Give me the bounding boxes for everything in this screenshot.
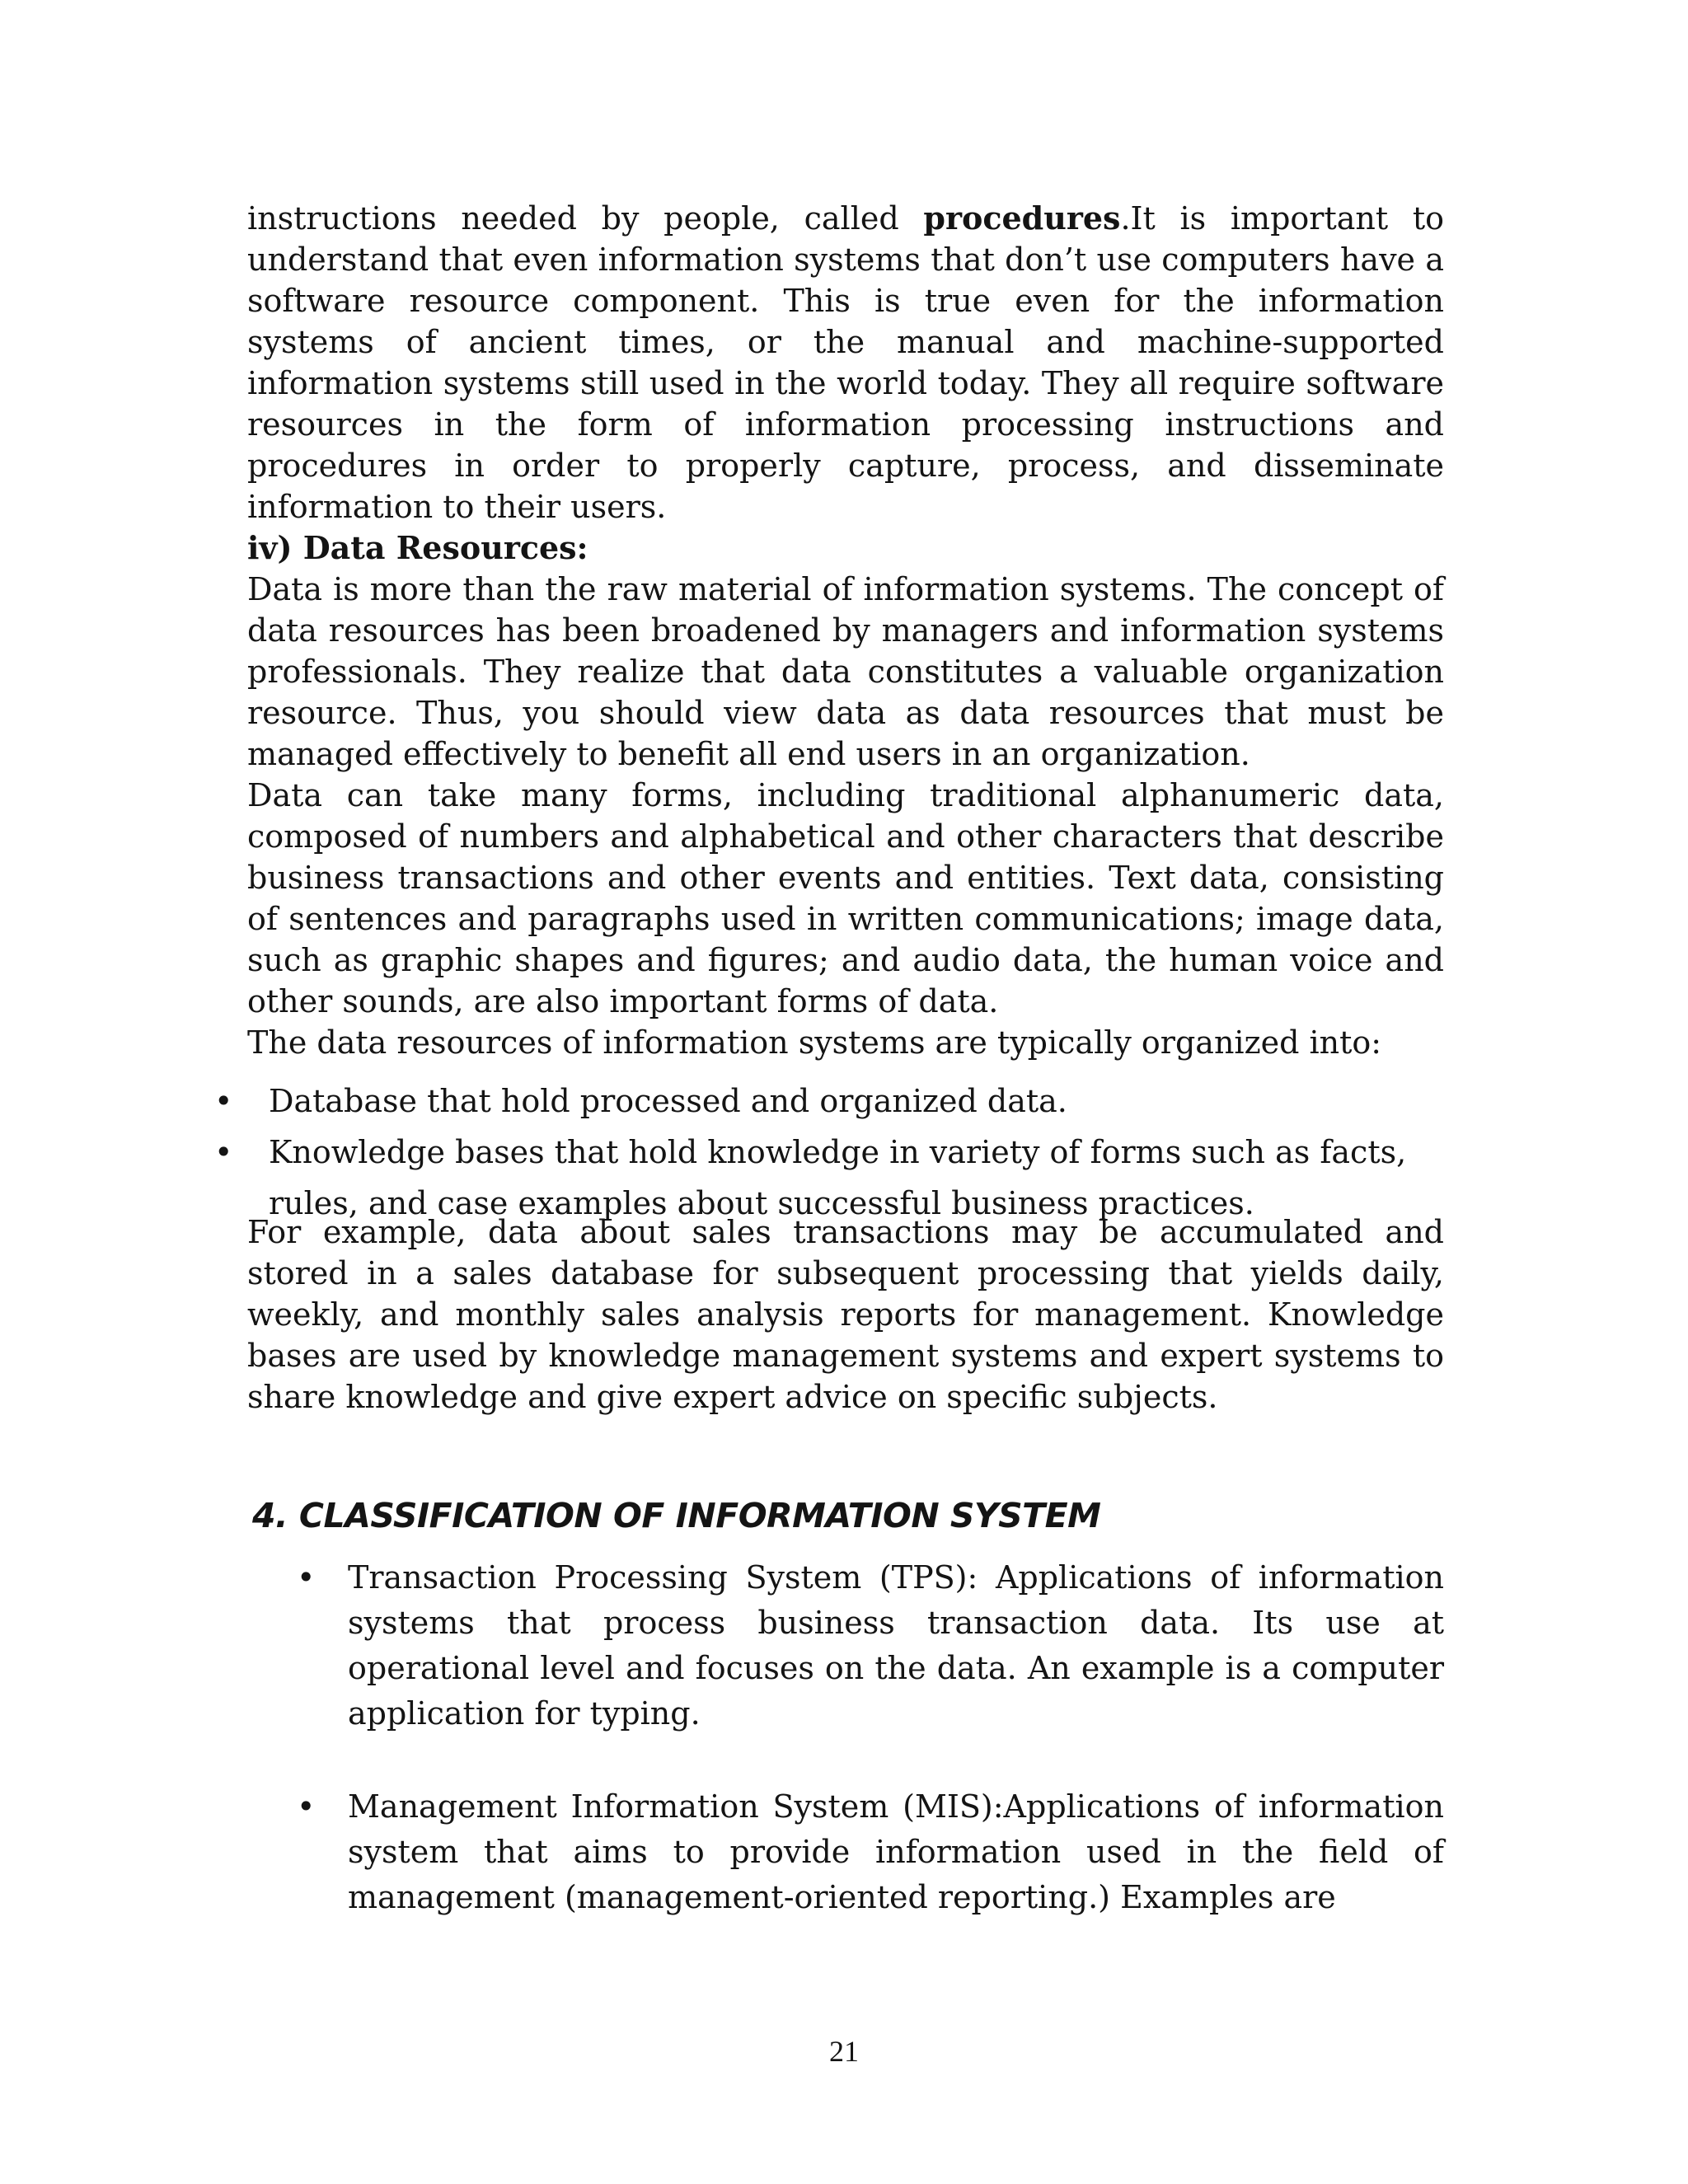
paragraph-data-organized: The data resources of information systems are typically organized into: xyxy=(247,1024,1382,1061)
paragraph-data-forms: Data can take many forms, including traditional alphanumeric data, composed of numbers and alphabetical and other characters that describe business transactions and other events and entities. Text data, consisting of sentences and paragraphs used in written communications; image data, such as graphic shapes and figures; and audio data, the human voice and other sounds, are also important forms of data. xyxy=(247,777,1444,1019)
example-text-block xyxy=(247,1212,1444,1418)
list-item xyxy=(214,1076,1444,1127)
list-item xyxy=(297,1555,1444,1736)
data-resources-list xyxy=(214,1076,1444,1229)
list-item-text: Transaction Processing System (TPS): Applications of information systems that process business transaction data. Its use at operational level and focuses on the data. An example is a computer application for typing. xyxy=(348,1559,1444,1732)
bold-term-procedures: procedures xyxy=(923,199,1121,237)
list-item xyxy=(297,1784,1444,1920)
upper-text-block xyxy=(247,198,1444,1063)
paragraph-data-resources: Data is more than the raw material of information systems. The concept of data resources has been broadened by managers and information systems professionals. They realize that data constitutes a valuable organization resource. Thus, you should view data as data resources that must be managed effectively to benefit all end users in an organization. xyxy=(247,571,1444,772)
list-item-text: Database that hold processed and organized data. xyxy=(269,1083,1067,1119)
classification-item-mis xyxy=(297,1784,1444,1920)
list-item-text: Knowledge bases that hold knowledge in variety of forms such as facts, rules, and case examples about successful business practices. xyxy=(269,1134,1407,1221)
bullet-icon: • xyxy=(297,1559,316,1596)
paragraph-software-resources xyxy=(247,198,1444,527)
list-item-text: Management Information System (MIS):Applications of information system that aims to provide information used in the field of management (management-oriented reporting.) Examples are xyxy=(348,1788,1444,1915)
bullet-icon: • xyxy=(297,1788,316,1825)
bullet-icon: • xyxy=(214,1134,233,1170)
text-span: instructions needed by people, called xyxy=(247,200,924,237)
section-heading: 4. CLASSIFICATION OF INFORMATION SYSTEM xyxy=(252,1496,1101,1535)
page-number: 21 xyxy=(829,2035,859,2068)
bullet-icon: • xyxy=(214,1083,233,1119)
paragraph-example: For example, data about sales transactions may be accumulated and stored in a sales database for subsequent processing that yields daily, weekly, and monthly sales analysis reports for management. Knowledge bases are used by knowledge management systems and expert systems to share knowledge and give expert advice on specific subjects. xyxy=(247,1214,1444,1415)
subheading-data-resources: iv) Data Resources: xyxy=(247,529,588,566)
classification-item-tps xyxy=(297,1555,1444,1736)
text-span: .It is important to understand that even information systems that don’t use computers have a software resource component. This is true even for the information systems of ancient times, or the manual and machine-supported information systems still used in the world today. They all require software resources in the form of information processing instructions and procedures in order to properly capture, process, and disseminate information to their users. xyxy=(247,200,1444,525)
